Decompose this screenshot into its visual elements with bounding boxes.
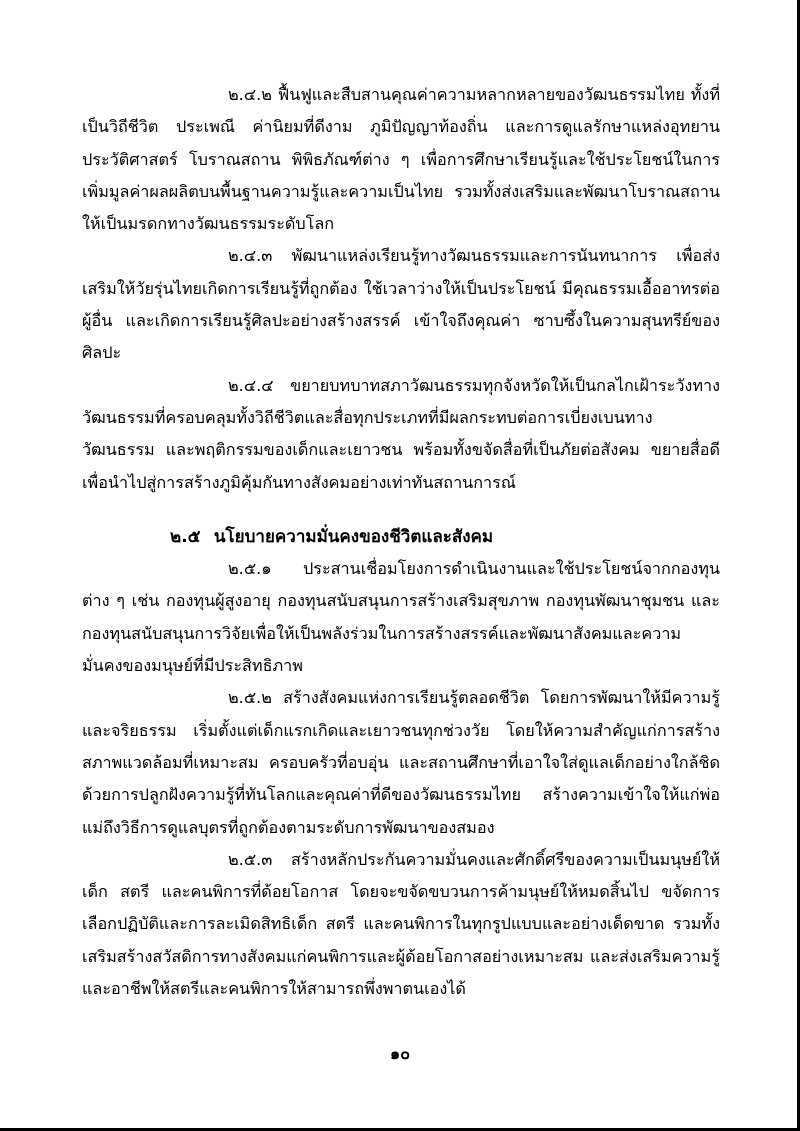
- paragraph-2-4-2: ๒.๔.๒ ฟื้นฟูและสืบสานคุณค่าความหลากหลายของวัฒนธรรมไทย ทั้งที่เป็นวิถีชีวิต ประเพณี ค่านิยมที่ดีงาม ภูมิปัญญาท้องถิ่น และการดูแลรักษาแหล่งอุทยานประวัติศาสตร์ โบราณสถาน พิพิธภัณฑ์ต่าง ๆ เพื่อการศึกษาเรียนรู้และใช้ประโยชน์ในการเพิ่มมูลค่าผลผลิตบนพื้นฐานความรู้และความเป็นไทย รวมทั้งส่งเสริมและพัฒนาโบราณสถานให้เป็นมรดกทางวัฒนธรรมระดับโลก: [82, 85, 720, 234]
- section-heading: [82, 521, 720, 553]
- paragraph-2-5-1: ๒.๕.๑ ประสานเชื่อมโยงการดำเนินงานและใช้ประโยชน์จากกองทุนต่าง ๆ เช่น กองทุนผู้สูงอายุ กองทุนสนับสนุนการสร้างเสริมสุขภาพ กองทุนพัฒนาชุมชน และกองทุนสนับสนุนการวิจัยเพื่อให้เป็นพลังร่วมในการสร้างสรรค์และพัฒนาสังคมและความมั่นคงของมนุษย์ที่มีประสิทธิภาพ: [82, 559, 720, 676]
- section-title: นโยบายความมั่นคงของชีวิตและสังคม: [213, 526, 494, 547]
- paragraph-2-4-4: ๒.๔.๔ ขยายบทบาทสภาวัฒนธรรมทุกจังหวัดให้เป็นกลไกเฝ้าระวังทางวัฒนธรรมที่ครอบคลุมทั้งวิถีชีวิตและสื่อทุกประเภทที่มีผลกระทบต่อการเบี่ยงเบนทางวัฒนธรรม และพฤติกรรมของเด็กและเยาวชน พร้อมทั้งขจัดสื่อที่เป็นภัยต่อสังคม ขยายสื่อดีเพื่อนำไปสู่การสร้างภูมิคุ้มกันทางสังคมอย่างเท่าทันสถานการณ์: [82, 375, 720, 492]
- paragraph-2-4-3: ๒.๔.๓ พัฒนาแหล่งเรียนรู้ทางวัฒนธรรมและการนันทนาการ เพื่อส่งเสริมให้วัยรุ่นไทยเกิดการเรียนรู้ที่ถูกต้อง ใช้เวลาว่างให้เป็นประโยชน์ มีคุณธรรมเอื้ออาทรต่อผู้อื่น และเกิดการเรียนรู้ศิลปะอย่างสร้างสรรค์ เข้าใจถึงคุณค่า ซาบซึ้งในความสุนทรีย์ของศิลปะ: [82, 246, 720, 363]
- paragraph-2-5-2: ๒.๕.๒ สร้างสังคมแห่งการเรียนรู้ตลอดชีวิต โดยการพัฒนาให้มีความรู้และจริยธรรม เริ่มตั้งแต่เด็กแรกเกิดและเยาวชนทุกช่วงวัย โดยให้ความสำคัญแก่การสร้างสภาพแวดล้อมที่เหมาะสม ครอบครัวที่อบอุ่น และสถานศึกษาที่เอาใจใส่ดูแลเด็กอย่างใกล้ชิดด้วยการปลูกฝังความรู้ที่ทันโลกและคุณค่าที่ดีของวัฒนธรรมไทย สร้างความเข้าใจให้แก่พ่อแม่ถึงวิธีการดูแลบุตรที่ถูกต้องตามระดับการพัฒนาของสมอง: [82, 688, 720, 837]
- paragraph-2-5-3: ๒.๕.๓ สร้างหลักประกันความมั่นคงและศักดิ์ศรีของความเป็นมนุษย์ให้เด็ก สตรี และคนพิการที่ด้อยโอกาส โดยจะขจัดขบวนการค้ามนุษย์ให้หมดสิ้นไป ขจัดการเลือกปฏิบัติและการละเมิดสิทธิเด็ก สตรี และคนพิการในทุกรูปแบบและอย่างเด็ดขาด รวมทั้งเสริมสร้างสวัสดิการทางสังคมแก่คนพิการและผู้ด้อยโอกาสอย่างเหมาะสม และส่งเสริมความรู้และอาชีพให้สตรีและคนพิการให้สามารถพึ่งพาตนเองได้: [82, 849, 720, 999]
- page-number: ๑๐: [390, 1044, 410, 1063]
- document-body: [82, 79, 720, 1005]
- section-number: ๒.๕: [170, 526, 201, 547]
